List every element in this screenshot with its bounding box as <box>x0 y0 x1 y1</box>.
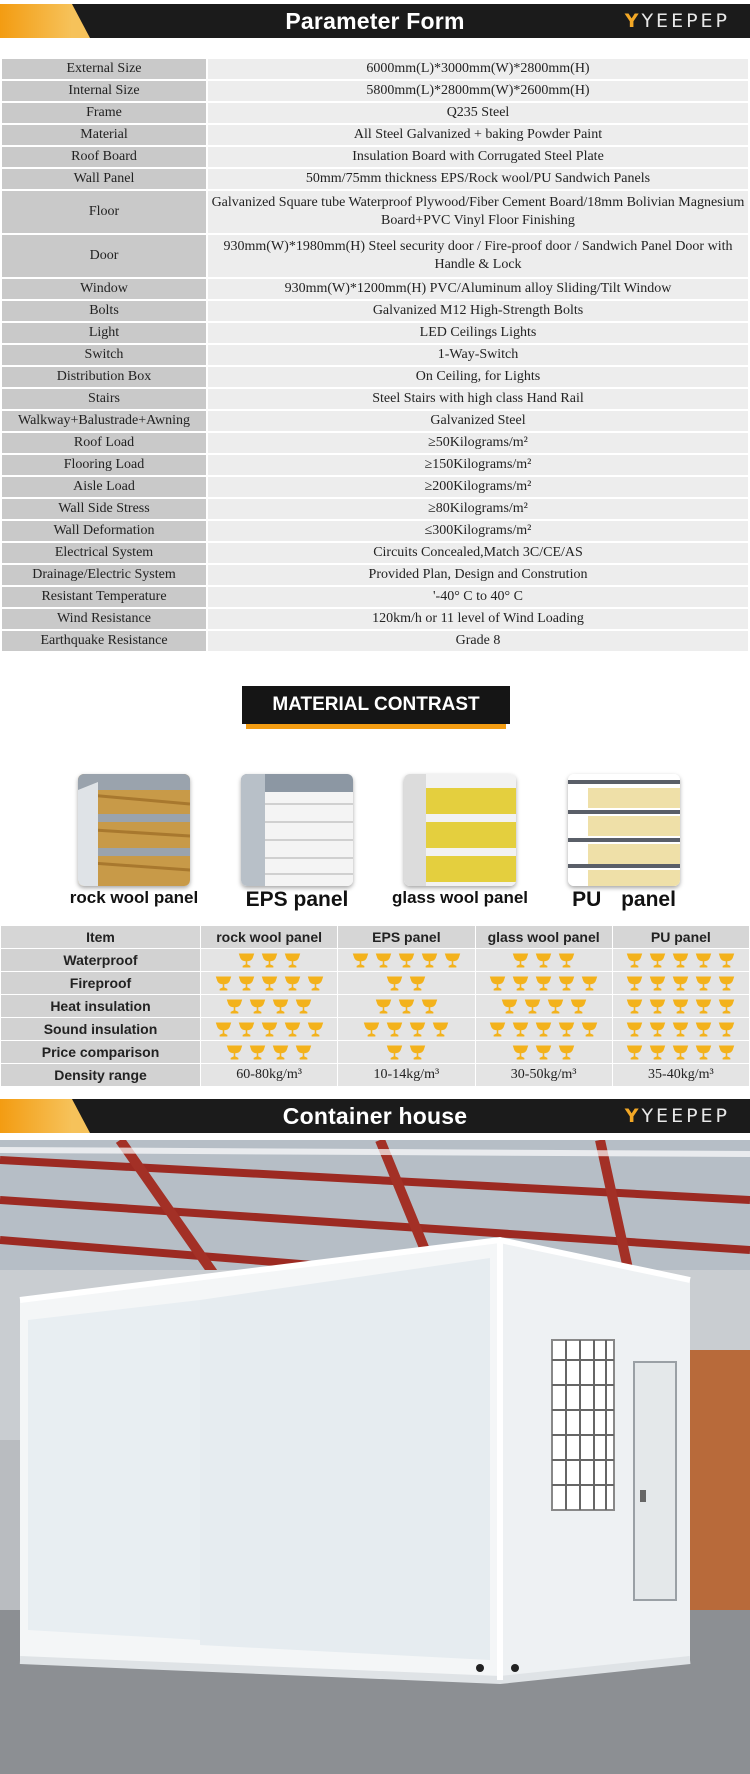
parameter-row <box>1 190 749 234</box>
density-value: 35-40kg/m³ <box>612 1064 749 1087</box>
column-header: PU panel <box>612 926 749 949</box>
trophy-icon <box>408 975 427 992</box>
parameter-value: Steel Stairs with high class Hand Rail <box>207 388 749 410</box>
row-label: Density range <box>1 1064 201 1087</box>
parameter-value: ≥50Kilograms/m² <box>207 432 749 454</box>
trophy-icon <box>523 998 542 1015</box>
trophy-icon <box>648 998 667 1015</box>
trophy-icon <box>420 952 439 969</box>
trophy-icon <box>580 1021 599 1038</box>
trophy-icon <box>546 998 565 1015</box>
material-contrast-banner <box>242 686 510 734</box>
star-rating <box>475 1041 612 1064</box>
star-rating <box>612 1041 749 1064</box>
trophy-icon <box>260 975 279 992</box>
trophy-icon <box>557 1021 576 1038</box>
trophy-icon <box>671 975 690 992</box>
parameter-value: All Steel Galvanized + baking Powder Paint <box>207 124 749 146</box>
parameter-row <box>1 454 749 476</box>
banner-title: Parameter Form <box>285 8 465 34</box>
trophy-icon <box>271 1044 290 1061</box>
parameter-label: Stairs <box>1 388 207 410</box>
pu-panel-image <box>568 774 680 886</box>
star-rating <box>201 949 338 972</box>
parameter-form-banner <box>0 4 750 38</box>
panel-label-eps: EPS panel <box>245 888 349 911</box>
density-value: 60-80kg/m³ <box>201 1064 338 1087</box>
comparison-row <box>1 1018 750 1041</box>
trophy-icon <box>580 975 599 992</box>
trophy-icon <box>271 998 290 1015</box>
trophy-icon <box>557 952 576 969</box>
trophy-icon <box>385 1021 404 1038</box>
parameter-label: Wall Deformation <box>1 520 207 542</box>
trophy-icon <box>214 975 233 992</box>
star-rating <box>475 949 612 972</box>
density-row <box>1 1064 750 1087</box>
comparison-row <box>1 949 750 972</box>
trophy-icon <box>237 975 256 992</box>
trophy-icon <box>248 1044 267 1061</box>
parameter-label: Wind Resistance <box>1 608 207 630</box>
trophy-icon <box>248 998 267 1015</box>
row-label: Price comparison <box>1 1041 201 1064</box>
trophy-icon <box>694 952 713 969</box>
parameter-value: 6000mm(L)*3000mm(W)*2800mm(H) <box>207 58 749 80</box>
column-header: glass wool panel <box>475 926 612 949</box>
parameter-value: 120km/h or 11 level of Wind Loading <box>207 608 749 630</box>
trophy-icon <box>717 952 736 969</box>
parameter-value: Galvanized Square tube Waterproof Plywood/Fiber Cement Board/18mm Bolivian Magnesium Board+PVC Vinyl Floor Finishing <box>207 190 749 234</box>
parameter-label: Roof Board <box>1 146 207 168</box>
parameter-label: Drainage/Electric System <box>1 564 207 586</box>
star-rating <box>612 972 749 995</box>
parameter-value: 1-Way-Switch <box>207 344 749 366</box>
trophy-icon <box>225 998 244 1015</box>
logo-mark-icon: Y <box>624 1105 642 1127</box>
comparison-row <box>1 972 750 995</box>
logo-mark-icon: Y <box>624 10 642 32</box>
trophy-icon <box>237 952 256 969</box>
parameter-value: 930mm(W)*1200mm(H) PVC/Aluminum alloy Sliding/Tilt Window <box>207 278 749 300</box>
parameter-value: Galvanized M12 High-Strength Bolts <box>207 300 749 322</box>
panel-label-rock-wool: rock wool panel <box>69 888 199 907</box>
density-value: 10-14kg/m³ <box>338 1064 475 1087</box>
density-value: 30-50kg/m³ <box>475 1064 612 1087</box>
trophy-icon <box>534 1021 553 1038</box>
trophy-icon <box>283 975 302 992</box>
parameter-row <box>1 520 749 542</box>
trophy-icon <box>694 975 713 992</box>
banner-underline <box>246 724 506 729</box>
trophy-icon <box>294 1044 313 1061</box>
star-rating <box>338 1018 475 1041</box>
column-header: Item <box>1 926 201 949</box>
trophy-icon <box>717 1044 736 1061</box>
row-label: Waterproof <box>1 949 201 972</box>
trophy-icon <box>283 1021 302 1038</box>
trophy-icon <box>397 952 416 969</box>
parameter-row <box>1 80 749 102</box>
trophy-icon <box>488 1021 507 1038</box>
parameter-value: 50mm/75mm thickness EPS/Rock wool/PU Sandwich Panels <box>207 168 749 190</box>
parameter-row <box>1 278 749 300</box>
parameter-label: Door <box>1 234 207 278</box>
trophy-icon <box>260 1021 279 1038</box>
trophy-icon <box>225 1044 244 1061</box>
trophy-icon <box>671 1044 690 1061</box>
parameter-value: 5800mm(L)*2800mm(W)*2600mm(H) <box>207 80 749 102</box>
parameter-value: LED Ceilings Lights <box>207 322 749 344</box>
trophy-icon <box>214 1021 233 1038</box>
parameter-label: Internal Size <box>1 80 207 102</box>
parameter-value: Insulation Board with Corrugated Steel Plate <box>207 146 749 168</box>
star-rating <box>475 972 612 995</box>
trophy-icon <box>625 998 644 1015</box>
trophy-icon <box>385 975 404 992</box>
trophy-icon <box>511 1044 530 1061</box>
parameter-label: Flooring Load <box>1 454 207 476</box>
star-rating <box>338 1041 475 1064</box>
parameter-row <box>1 498 749 520</box>
parameter-value: ≤300Kilograms/m² <box>207 520 749 542</box>
trophy-icon <box>625 975 644 992</box>
parameter-label: Distribution Box <box>1 366 207 388</box>
star-rating <box>338 995 475 1018</box>
parameter-label: Window <box>1 278 207 300</box>
parameter-row <box>1 234 749 278</box>
parameter-value: ≥200Kilograms/m² <box>207 476 749 498</box>
parameter-label: Resistant Temperature <box>1 586 207 608</box>
eps-panel-image <box>241 774 353 886</box>
trophy-icon <box>408 1021 427 1038</box>
parameter-row <box>1 124 749 146</box>
parameter-label: Roof Load <box>1 432 207 454</box>
material-contrast-title: MATERIAL CONTRAST <box>242 686 510 724</box>
brand-logo <box>625 10 730 32</box>
parameter-value: ≥150Kilograms/m² <box>207 454 749 476</box>
comparison-row <box>1 995 750 1018</box>
parameter-row <box>1 608 749 630</box>
parameter-row <box>1 410 749 432</box>
trophy-icon <box>443 952 462 969</box>
trophy-icon <box>511 952 530 969</box>
trophy-icon <box>283 952 302 969</box>
trophy-icon <box>351 952 370 969</box>
star-rating <box>201 1018 338 1041</box>
trophy-icon <box>534 1044 553 1061</box>
parameter-row <box>1 388 749 410</box>
trophy-icon <box>306 1021 325 1038</box>
parameter-label: Switch <box>1 344 207 366</box>
panel-label-pu: PU panel <box>572 888 676 911</box>
trophy-icon <box>671 952 690 969</box>
parameter-row <box>1 300 749 322</box>
rock-wool-panel-image <box>78 774 190 886</box>
parameter-label: Floor <box>1 190 207 234</box>
parameter-value: Provided Plan, Design and Constrution <box>207 564 749 586</box>
parameter-row <box>1 586 749 608</box>
row-label: Fireproof <box>1 972 201 995</box>
parameter-value: Circuits Concealed,Match 3C/CE/AS <box>207 542 749 564</box>
parameter-table <box>0 57 750 653</box>
trophy-icon <box>397 998 416 1015</box>
parameter-value: Galvanized Steel <box>207 410 749 432</box>
column-header: rock wool panel <box>201 926 338 949</box>
parameter-row <box>1 168 749 190</box>
trophy-icon <box>237 1021 256 1038</box>
container-house-photo <box>0 1140 750 1774</box>
trophy-icon <box>294 998 313 1015</box>
trophy-icon <box>511 1021 530 1038</box>
trophy-icon <box>534 952 553 969</box>
logo-text: YEEPEP <box>641 1105 730 1127</box>
parameter-row <box>1 564 749 586</box>
parameter-label: Walkway+Balustrade+Awning <box>1 410 207 432</box>
trophy-icon <box>648 975 667 992</box>
parameter-label: External Size <box>1 58 207 80</box>
trophy-icon <box>511 975 530 992</box>
comparison-row <box>1 1041 750 1064</box>
trophy-icon <box>260 952 279 969</box>
comparison-header-row <box>1 926 750 949</box>
brand-logo <box>625 1105 730 1127</box>
trophy-icon <box>569 998 588 1015</box>
trophy-icon <box>374 998 393 1015</box>
trophy-icon <box>648 952 667 969</box>
star-rating <box>612 1018 749 1041</box>
parameter-row <box>1 344 749 366</box>
trophy-icon <box>625 952 644 969</box>
parameter-row <box>1 366 749 388</box>
trophy-icon <box>625 1044 644 1061</box>
material-comparison-table <box>0 925 750 1087</box>
parameter-label: Earthquake Resistance <box>1 630 207 652</box>
parameter-value: On Ceiling, for Lights <box>207 366 749 388</box>
parameter-row <box>1 630 749 652</box>
parameter-label: Wall Side Stress <box>1 498 207 520</box>
parameter-row <box>1 146 749 168</box>
star-rating <box>475 1018 612 1041</box>
parameter-row <box>1 102 749 124</box>
parameter-value: Grade 8 <box>207 630 749 652</box>
trophy-icon <box>717 1021 736 1038</box>
star-rating <box>338 949 475 972</box>
parameter-row <box>1 58 749 80</box>
trophy-icon <box>717 998 736 1015</box>
parameter-label: Electrical System <box>1 542 207 564</box>
star-rating <box>201 995 338 1018</box>
parameter-row <box>1 476 749 498</box>
trophy-icon <box>534 975 553 992</box>
row-label: Heat insulation <box>1 995 201 1018</box>
trophy-icon <box>385 1044 404 1061</box>
trophy-icon <box>671 998 690 1015</box>
trophy-icon <box>557 975 576 992</box>
panel-label-glass-wool: glass wool panel <box>391 888 529 907</box>
trophy-icon <box>557 1044 576 1061</box>
parameter-row <box>1 542 749 564</box>
parameter-label: Frame <box>1 102 207 124</box>
trophy-icon <box>694 1021 713 1038</box>
parameter-label: Light <box>1 322 207 344</box>
parameter-value: ≥80Kilograms/m² <box>207 498 749 520</box>
trophy-icon <box>306 975 325 992</box>
trophy-icon <box>694 998 713 1015</box>
star-rating <box>475 995 612 1018</box>
trophy-icon <box>374 952 393 969</box>
parameter-value: Q235 Steel <box>207 102 749 124</box>
trophy-icon <box>694 1044 713 1061</box>
trophy-icon <box>362 1021 381 1038</box>
parameter-label: Aisle Load <box>1 476 207 498</box>
star-rating <box>612 949 749 972</box>
trophy-icon <box>420 998 439 1015</box>
column-header: EPS panel <box>338 926 475 949</box>
parameter-value: 930mm(W)*1980mm(H) Steel security door / Fire-proof door / Sandwich Panel Door with Handle & Lock <box>207 234 749 278</box>
trophy-icon <box>648 1021 667 1038</box>
glass-wool-panel-image <box>404 774 516 886</box>
parameter-label: Bolts <box>1 300 207 322</box>
trophy-icon <box>625 1021 644 1038</box>
parameter-row <box>1 322 749 344</box>
trophy-icon <box>408 1044 427 1061</box>
trophy-icon <box>717 975 736 992</box>
trophy-icon <box>431 1021 450 1038</box>
trophy-icon <box>500 998 519 1015</box>
container-house-banner <box>0 1099 750 1133</box>
star-rating <box>338 972 475 995</box>
parameter-label: Wall Panel <box>1 168 207 190</box>
banner-title: Container house <box>282 1103 468 1129</box>
parameter-label: Material <box>1 124 207 146</box>
logo-text: YEEPEP <box>641 10 730 32</box>
row-label: Sound insulation <box>1 1018 201 1041</box>
parameter-value: '-40° C to 40° C <box>207 586 749 608</box>
trophy-icon <box>648 1044 667 1061</box>
star-rating <box>201 972 338 995</box>
star-rating <box>612 995 749 1018</box>
parameter-row <box>1 432 749 454</box>
star-rating <box>201 1041 338 1064</box>
trophy-icon <box>488 975 507 992</box>
trophy-icon <box>671 1021 690 1038</box>
